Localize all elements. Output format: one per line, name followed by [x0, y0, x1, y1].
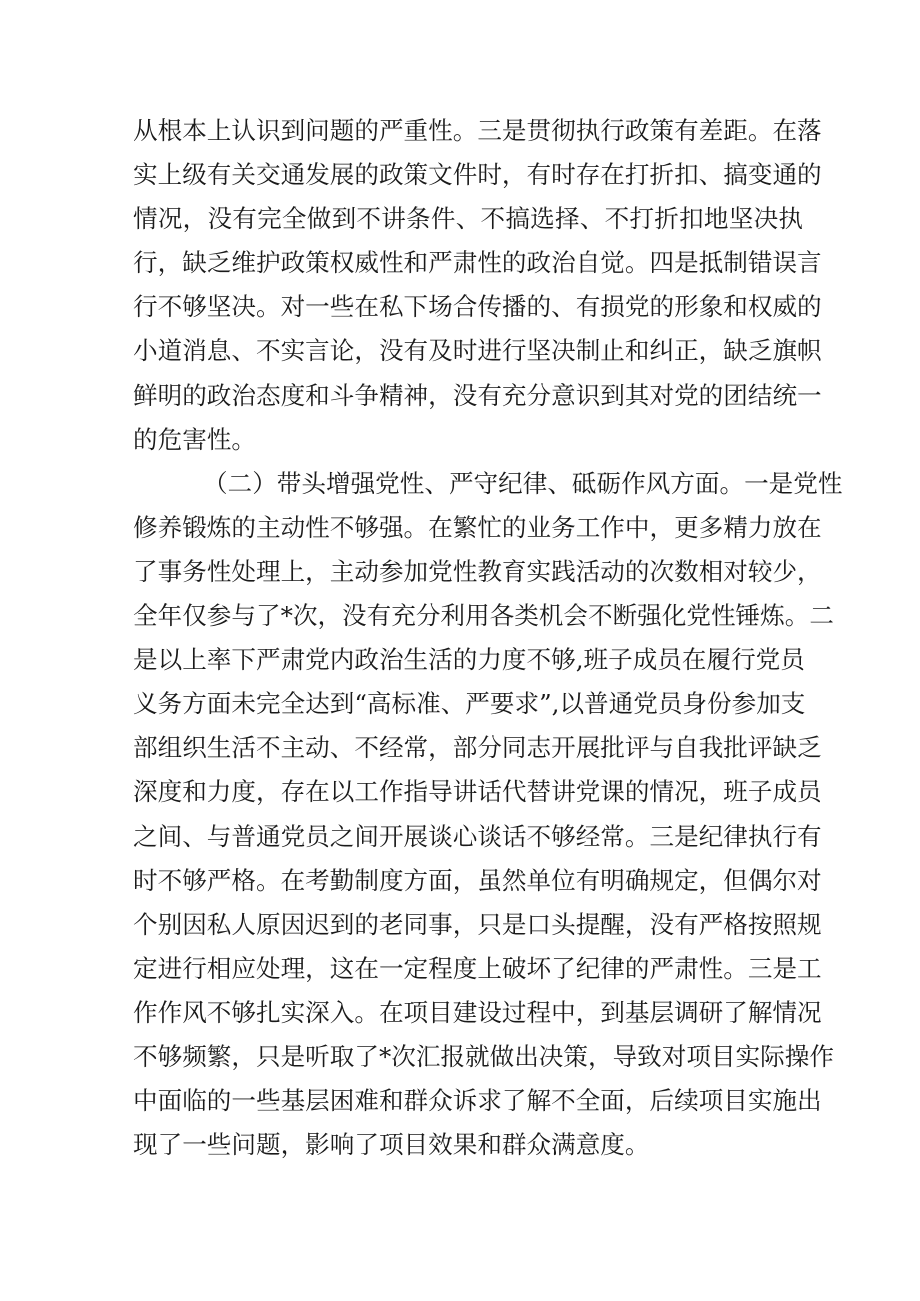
text-line: 情况，没有完全做到不讲条件、不搞选择、不打折扣地坚决执: [133, 204, 803, 234]
text-line: 是以上率下严肃党内政治生活的力度不够,班子成员在履行党员: [133, 645, 805, 675]
text-line: 行不够坚决。对一些在私下场合传播的、有损党的形象和权威的: [133, 292, 822, 322]
text-line: 的危害性。: [133, 424, 256, 454]
text-line: 全年仅参与了*次，没有充分利用各类机会不断强化党性锤炼。二: [133, 601, 834, 631]
text-line: 作作风不够扎实深入。在项目建设过程中，到基层调研了解情况: [133, 997, 822, 1027]
text-line: 鲜明的政治态度和斗争精神，没有充分意识到其对党的团结统一: [133, 380, 822, 410]
text-line: 实上级有关交通发展的政策文件时，有时存在打折扣、搞变通的: [133, 160, 822, 190]
text-line: 定进行相应处理，这在一定程度上破坏了纪律的严肃性。三是工: [133, 953, 822, 983]
text-line: 小道消息、不实言论，没有及时进行坚决制止和纠正，缺乏旗帜: [133, 336, 822, 366]
text-line: 时不够严格。在考勤制度方面，虽然单位有明确规定，但偶尔对: [133, 865, 822, 895]
text-line: 行，缺乏维护政策权威性和严肃性的政治自觉。四是抵制错误言: [133, 248, 822, 278]
text-line: 从根本上认识到问题的严重性。三是贯彻执行政策有差距。在落: [133, 116, 822, 145]
text-line: 部组织生活不主动、不经常，部分同志开展批评与自我批评缺乏: [133, 733, 822, 763]
paragraph-1: [133, 109, 822, 462]
paragraph-2: [133, 462, 843, 1168]
text-line: 不够频繁，只是听取了*次汇报就做出决策，导致对项目实际操作: [133, 1041, 834, 1071]
text-line: 义务方面未完全达到“高标准、严要求”,以普通党员身份参加支: [133, 689, 806, 719]
document-body: [133, 109, 843, 1167]
text-line: 现了一些问题，影响了项目效果和群众满意度。: [133, 1130, 650, 1160]
text-line: 之间、与普通党员之间开展谈心谈话不够经常。三是纪律执行有: [133, 821, 822, 851]
text-line: 中面临的一些基层困难和群众诉求了解不全面，后续项目实施出: [133, 1086, 822, 1116]
section-heading-line: （二）带头增强党性、严守纪律、砥砺作风方面。一是党性: [203, 468, 843, 498]
text-line: 修养锻炼的主动性不够强。在繁忙的业务工作中，更多精力放在: [133, 512, 822, 542]
text-line: 了事务性处理上，主动参加党性教育实践活动的次数相对较少，: [133, 556, 822, 586]
text-line: 深度和力度，存在以工作指导讲话代替讲党课的情况，班子成员: [133, 777, 822, 807]
text-line: 个别因私人原因迟到的老同事，只是口头提醒，没有严格按照规: [133, 909, 822, 939]
